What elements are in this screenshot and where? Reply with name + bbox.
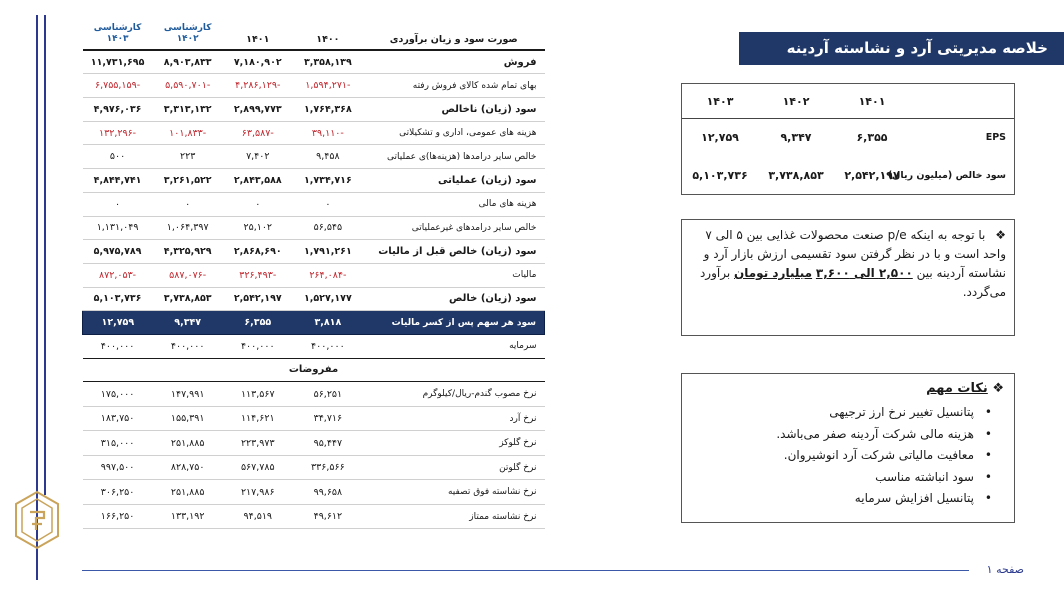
row-value: ۱۱۴,۶۲۱ (240, 413, 275, 425)
row-label: مالیات (512, 270, 537, 281)
row-value: ۹۵,۴۴۷ (313, 437, 343, 449)
row-label: نرخ نشاسته فوق تصفیه (447, 487, 537, 498)
row-value: ۱۵۵,۳۹۱ (170, 413, 205, 425)
row-value: ۴۰۰,۰۰۰ (240, 340, 275, 352)
row-label: سود (زیان) خالص (449, 293, 537, 305)
row-label: سود هر سهم پس از کسر مالیات (363, 311, 545, 335)
row-value: ۵,۱۰۳,۷۳۶ (93, 293, 142, 305)
row-value: ۹,۳۴۷ (153, 311, 223, 335)
table-row (83, 263, 545, 287)
diamond-bullet-icon: ❖ (992, 381, 1004, 396)
row-label: فروش (503, 56, 537, 68)
table-row (83, 121, 545, 145)
left-decor-line-2 (44, 15, 46, 495)
table-row (83, 455, 545, 480)
list-item: • پتانسیل تغییر نرخ ارز ترجیهی (692, 402, 974, 424)
row-label: نرخ مصوب گندم-ریال/کیلوگرم (422, 389, 537, 400)
income-statement-table (82, 22, 545, 529)
table-header-row (83, 22, 545, 50)
eps-table (682, 84, 1014, 195)
row-value: ۹,۴۵۸ (316, 151, 340, 163)
table-row (83, 169, 545, 193)
row-value: ۱,۵۲۷,۱۷۷ (303, 293, 352, 305)
row-label: خالص سایر درامدهای غیرعملیاتی (411, 222, 537, 233)
row-value: ۱۱۳,۵۶۷ (240, 388, 275, 400)
table-row (83, 287, 545, 311)
row-value: ۴۰۰,۰۰۰ (100, 340, 135, 352)
company-logo-icon (12, 490, 62, 550)
header-statement: صورت سود و زیان برآوردی (389, 33, 518, 45)
valuation-range: ۲,۵۰۰ الی ۳,۶۰۰ (815, 266, 913, 280)
row-value: ۰ (325, 198, 331, 210)
eps-label: EPS (985, 132, 1006, 144)
row-value: ۸,۹۰۳,۸۳۳ (163, 56, 212, 68)
list-item: • هزینه مالی شرکت آردینه صفر می‌باشد. (692, 424, 974, 446)
eps-header-empty (910, 84, 1014, 119)
row-value: ۱,۱۳۱,۰۴۹ (96, 222, 139, 234)
eps-value: ۹,۳۴۷ (780, 131, 812, 145)
row-value: ۱۸۳,۷۵۰ (100, 413, 135, 425)
net-profit-value: ۲,۵۴۲,۱۹۷ (844, 169, 900, 182)
row-value: ۱,۰۶۴,۳۹۷ (166, 222, 209, 234)
list-item: • سود انباشته مناسب (692, 467, 974, 489)
table-row (83, 216, 545, 240)
row-value: ۵۰۰ (109, 151, 126, 163)
row-value: -۱۳۲,۲۹۶ (99, 127, 137, 139)
eps-year-1401: ۱۴۰۱ (858, 94, 886, 108)
row-value: ۳۰۶,۲۵۰ (100, 486, 135, 498)
row-value: ۹۴,۵۱۹ (243, 511, 273, 523)
header-1401: ۱۴۰۱ (246, 33, 270, 45)
list-item: • پتانسیل افزایش سرمایه (692, 488, 974, 510)
row-label: نرخ آرد (509, 413, 537, 424)
row-label: هزینه های مالی (478, 199, 537, 210)
row-value: ۲,۵۴۲,۱۹۷ (233, 293, 282, 305)
row-value: ۴۹,۶۱۲ (313, 511, 343, 523)
row-label: هزینه های عمومی، اداری و تشکیلاتی (399, 128, 537, 139)
row-value: ۱۷۵,۰۰۰ (100, 388, 135, 400)
row-value: ۹۹,۶۵۸ (313, 486, 343, 498)
row-value: ۳,۲۶۱,۵۲۲ (163, 174, 212, 186)
eps-header-row (682, 84, 1014, 119)
page-title: خلاصه مدیریتی آرد و نشاسته آردینه (739, 32, 1064, 65)
row-label: نرخ گلوتن (499, 462, 537, 473)
valuation-text-1: با توجه به اینکه p/e صنعت محصولات غذایی بین ۵ الی ۷ واحد است و با در نظر گرفتن سود تقسیمی ارزش بازار آرد و نشاسته آردینه بین (703, 228, 1006, 280)
row-value: -۴,۲۸۶,۱۲۹ (235, 80, 281, 92)
table-row (83, 504, 545, 529)
assumptions-title: مفروضات (83, 358, 545, 382)
row-value: ۲۵,۱۰۲ (243, 222, 273, 234)
eps-year-1403: ۱۴۰۳ (706, 94, 734, 108)
row-value: ۴,۸۴۴,۷۴۱ (93, 174, 142, 186)
row-value: ۳,۸۱۸ (293, 311, 363, 335)
eps-row (682, 119, 1014, 157)
row-value: ۳۱۵,۰۰۰ (100, 437, 135, 449)
table-row (83, 382, 545, 407)
net-profit-value: ۵,۱۰۳,۷۳۶ (692, 169, 748, 182)
row-value: ۴۰۰,۰۰۰ (170, 340, 205, 352)
row-value: -۵۸۷,۰۷۶ (169, 269, 207, 281)
table-row (83, 50, 545, 74)
row-value: ۴,۳۲۵,۹۲۹ (163, 246, 212, 258)
eps-value: ۶,۳۵۵ (856, 131, 888, 145)
row-value: ۲,۸۴۳,۵۸۸ (233, 174, 282, 186)
header-1403: کارشناسی ۱۴۰۳ (93, 22, 142, 44)
row-value: ۷,۴۰۲ (246, 151, 270, 163)
table-row (83, 98, 545, 122)
row-value: ۷,۱۸۰,۹۰۲ (233, 56, 282, 68)
row-value: ۶,۳۵۵ (223, 311, 293, 335)
row-label: سود (زیان) عملیاتی (438, 174, 537, 186)
net-profit-value: ۳,۷۳۸,۸۵۳ (768, 169, 824, 182)
row-value: ۱,۷۹۱,۲۶۱ (303, 246, 352, 258)
table-row (83, 74, 545, 98)
row-value: -۱۰۱,۸۳۳ (169, 127, 207, 139)
row-value: ۳,۳۱۳,۱۳۲ (163, 103, 212, 115)
table-row (83, 192, 545, 216)
assumptions-header-row (83, 358, 545, 382)
valuation-unit: میلیارد تومان (734, 266, 813, 280)
notes-title: نکات مهم (926, 381, 988, 396)
row-value: ۲۵۱,۸۸۵ (170, 486, 205, 498)
row-value: ۵۶,۵۴۵ (313, 222, 343, 234)
row-label: خالص سایر درامدها (هزینه‌ها)ی عملیاتی (387, 151, 537, 162)
row-label: نرخ گلوکز (499, 438, 537, 449)
valuation-text-2: برآورد می‌گردد. (699, 266, 1006, 299)
row-value: ۱۴۷,۹۹۱ (170, 388, 205, 400)
key-notes-box (681, 373, 1015, 523)
eps-value: ۱۲,۷۵۹ (701, 131, 739, 145)
row-value: ۴۰۰,۰۰۰ (311, 340, 345, 352)
table-row (83, 334, 545, 358)
row-value: ۹۹۷,۵۰۰ (100, 462, 135, 474)
row-value: ۳۴,۷۱۶ (313, 413, 343, 425)
row-value: ۳,۳۵۸,۱۳۹ (303, 56, 352, 68)
row-value: ۴,۹۷۶,۰۳۶ (93, 103, 142, 115)
table-row (83, 311, 545, 335)
row-value: ۰ (255, 198, 261, 210)
row-value: -۱,۵۹۴,۲۷۱ (305, 80, 351, 92)
footer-divider (82, 570, 969, 571)
row-value: ۲۲۳ (180, 151, 196, 163)
row-label: نرخ نشاسته ممتاز (469, 511, 537, 522)
row-value: ۸۲۸,۷۵۰ (170, 462, 205, 474)
row-label: بهای تمام شده کالای فروش رفته (412, 80, 537, 91)
row-value: ۰ (115, 198, 121, 210)
header-1402: کارشناسی ۱۴۰۲ (163, 22, 212, 44)
page-number: صفحه ۱ (986, 563, 1024, 576)
row-value: -۶,۷۵۵,۱۵۹ (94, 80, 141, 92)
row-label: سود (زیان) خالص قبل از مالیات (378, 246, 537, 258)
row-value: ۵۶,۲۵۱ (313, 388, 343, 400)
row-value: ۲,۸۶۸,۶۹۰ (233, 246, 282, 258)
row-value: ۲۵۱,۸۸۵ (170, 437, 205, 449)
row-value: ۱,۷۶۴,۳۶۸ (303, 103, 352, 115)
row-value: ۱۲,۷۵۹ (83, 311, 153, 335)
row-value: -۳۲۶,۴۹۳ (239, 269, 277, 281)
row-value: -۵,۵۹۰,۷۰۱ (165, 80, 211, 92)
row-value: -۸۷۲,۰۵۳ (99, 269, 137, 281)
header-1400: ۱۴۰۰ (316, 33, 340, 45)
notes-heading (692, 378, 1004, 400)
row-value: ۳,۷۳۸,۸۵۳ (163, 293, 212, 305)
row-value: -۶۳,۵۸۷ (241, 127, 274, 139)
row-value: ۳۳۶,۵۶۶ (311, 462, 345, 474)
notes-list (692, 402, 1004, 510)
net-profit-row (682, 157, 1014, 195)
row-value: -۳۹,۱۱۰ (311, 127, 344, 139)
row-value: ۱۳۳,۱۹۲ (170, 511, 205, 523)
row-value: ۰ (185, 198, 191, 210)
row-value: ۱۶۶,۲۵۰ (100, 511, 135, 523)
row-value: ۲۱۷,۹۸۶ (240, 486, 275, 498)
eps-year-1402: ۱۴۰۲ (782, 94, 810, 108)
table-row (83, 431, 545, 456)
valuation-text-box (681, 219, 1015, 336)
table-row (83, 145, 545, 169)
table-row (83, 480, 545, 505)
net-profit-label: سود خالص (میلیون ریال) (887, 170, 1006, 181)
table-row (83, 240, 545, 264)
row-value: -۲۶۴,۰۸۴ (309, 269, 347, 281)
list-item: • معافیت مالیاتی شرکت آرد انوشیروان. (692, 445, 974, 467)
row-value: ۵۶۷,۷۸۵ (240, 462, 275, 474)
row-label: سود (زیان) ناخالص (441, 103, 537, 115)
row-value: ۱۱,۷۳۱,۶۹۵ (90, 56, 145, 68)
row-value: ۵,۹۷۵,۷۸۹ (93, 246, 142, 258)
diamond-bullet-icon: ❖ (995, 228, 1006, 242)
row-label: سرمایه (509, 341, 537, 352)
eps-summary-box (681, 83, 1015, 195)
row-value: ۲۲۳,۹۷۳ (240, 437, 275, 449)
table-row (83, 406, 545, 431)
row-value: ۱,۷۳۴,۷۱۶ (303, 174, 352, 186)
row-value: ۲,۸۹۹,۷۷۳ (233, 103, 282, 115)
